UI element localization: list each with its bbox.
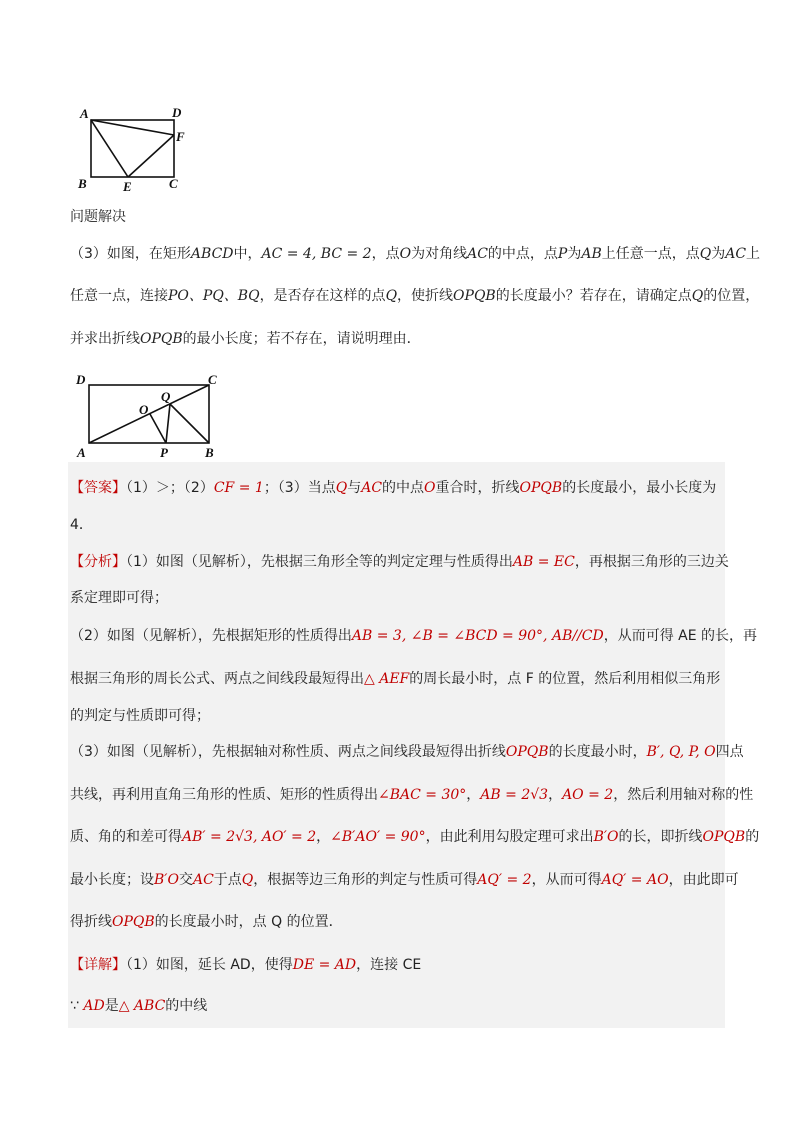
- analysis-p2-line2: 根据三角形的周长公式、两点之间线段最短得出△ AEF的周长最小时，点 F 的位置，然后利用相似三角形: [70, 671, 721, 687]
- label-a: A: [77, 445, 86, 460]
- label-e: E: [123, 179, 132, 194]
- label-d: D: [172, 105, 182, 120]
- problem3-line1: （3）如图，在矩形ABCD中，AC = 4, BC = 2，点O为对角线AC的中点，点P为AB上任意一点，点Q为AC上: [70, 246, 761, 262]
- segment-qb: [170, 404, 209, 443]
- segment-pq: [166, 404, 170, 443]
- segment-op: [150, 414, 166, 443]
- detail-line1: 【详解】（1）如图，延长 AD，使得DE = AD，连接 CE: [70, 957, 422, 973]
- answer-line2: 4．: [70, 517, 93, 533]
- label-o: O: [139, 402, 149, 417]
- label-b: B: [78, 176, 87, 191]
- analysis-p3-line2: 共线，再利用直角三角形的性质、矩形的性质得出∠BAC = 30°，AB = 2√3，AO = 2，然后利用轴对称的性: [70, 787, 754, 803]
- diagonal-ac: [89, 385, 209, 443]
- segment-af: [91, 120, 174, 135]
- label-c: C: [169, 176, 178, 191]
- analysis-p2-line3: 的判定与性质即可得；: [70, 708, 210, 724]
- rect-abcd: [91, 120, 174, 177]
- figure-rectangle-abcd-2: [72, 368, 227, 463]
- figure-rectangle-abcd-1: [72, 100, 202, 195]
- label-q: Q: [161, 389, 171, 404]
- analysis-p3-line3: 质、角的和差可得AB′ = 2√3, AO′ = 2，∠B′AO′ = 90°，由此利用勾股定理可求出B′O的长，即折线OPQB的: [70, 829, 760, 845]
- problem3-line3: 并求出折线OPQB的最小长度；若不存在，请说明理由．: [70, 331, 421, 347]
- analysis-p3-line4: 最小长度；设B′O交AC于点Q，根据等边三角形的判定与性质可得AQ′ = 2，从而可得AQ′ = AO，由此即可: [70, 872, 739, 888]
- label-p: P: [160, 445, 168, 460]
- analysis-p1-line1: 【分析】（1）如图（见解析），先根据三角形全等的判定定理与性质得出AB = EC，再根据三角形的三边关: [70, 554, 729, 570]
- label-a: A: [80, 106, 89, 121]
- section-heading: 问题解决: [70, 209, 126, 225]
- label-b: B: [205, 445, 214, 460]
- label-c: C: [208, 372, 217, 387]
- analysis-p3-line5: 得折线OPQB的长度最小时，点 Q 的位置．: [70, 914, 343, 930]
- analysis-p1-line2: 系定理即可得；: [70, 590, 168, 606]
- detail-line2: ∵ AD是△ ABC的中线: [70, 998, 208, 1014]
- analysis-p2-line1: （2）如图（见解析），先根据矩形的性质得出AB = 3, ∠B = ∠BCD = 90°, AB//CD，从而可得 AE 的长，再: [70, 628, 758, 644]
- label-f: F: [176, 129, 185, 144]
- label-d: D: [76, 372, 86, 387]
- segment-ae: [91, 120, 128, 177]
- analysis-p3-line1: （3）如图（见解析），先根据轴对称性质、两点之间线段最短得出折线OPQB的长度最小时，B′, Q, P, O四点: [70, 744, 744, 760]
- problem3-line2: 任意一点，连接PO、PQ、BQ，是否存在这样的点Q，使折线OPQB的长度最小？若存在，请确定点Q的位置，: [70, 288, 760, 304]
- answer-line1: 【答案】（1）＞；（2）CF = 1；（3）当点Q与AC的中点O重合时，折线OPQB的长度最小，最小长度为: [70, 480, 717, 496]
- segment-ef: [128, 135, 174, 177]
